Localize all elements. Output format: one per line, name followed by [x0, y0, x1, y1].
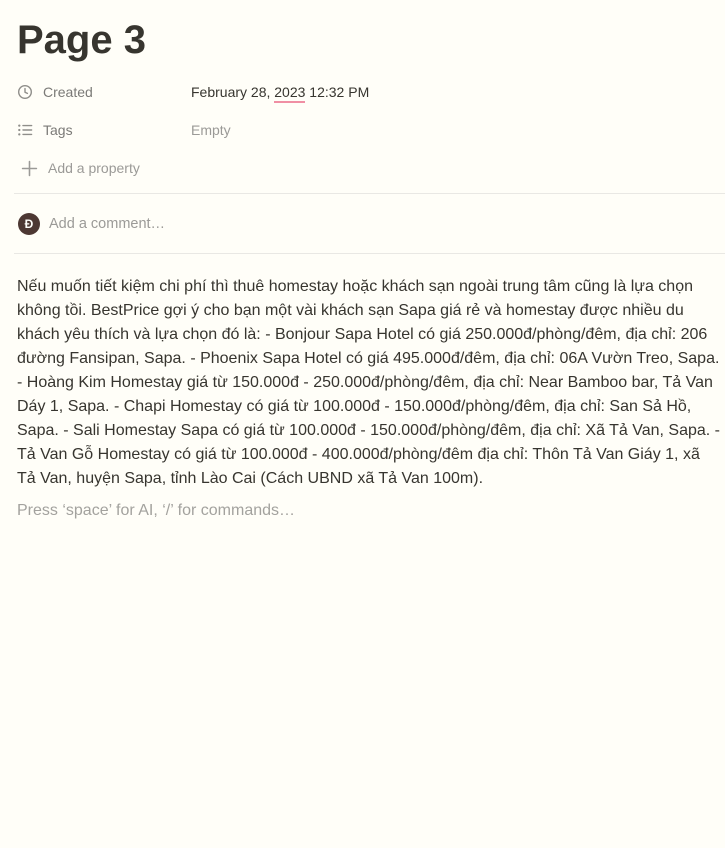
- comment-input-row[interactable]: [0, 194, 725, 253]
- property-value-created[interactable]: [191, 84, 369, 100]
- page-content: [0, 275, 725, 523]
- clock-icon: [17, 84, 33, 100]
- created-date-year: 2023: [274, 84, 305, 103]
- property-label-tags: Tags: [43, 122, 73, 138]
- created-date-suffix: 12:32 PM: [305, 84, 370, 100]
- property-label-created: Created: [43, 84, 93, 100]
- created-date-prefix: February 28,: [191, 84, 275, 100]
- property-key-created[interactable]: [17, 84, 191, 100]
- add-property-label: Add a property: [48, 160, 140, 176]
- bulleted-list-icon: [17, 122, 33, 138]
- property-key-tags[interactable]: [17, 122, 191, 138]
- notion-page: [0, 16, 725, 848]
- text-block[interactable]: Nếu muốn tiết kiệm chi phí thì thuê homestay hoặc khách sạn ngoài trung tâm cũng là lựa chọn không tồi. BestPrice gợi ý cho bạn một vài khách sạn Sapa giá rẻ và homestay được nhiều du khách yêu thích và lựa chọn đó là: - Bonjour Sapa Hotel có giá 250.000đ/phòng/đêm, địa chỉ: 206 đường Fansipan, Sapa. - Phoenix Sapa Hotel có giá 495.000đ/đêm, địa chỉ: 06A Vườn Treo, Sapa. - Hoàng Kim Homestay giá từ 150.000đ - 250.000đ/phòng/đêm, địa chỉ: Near Bamboo bar, Tả Van Dáy 1, Sapa. - Chapi Homestay có giá từ 100.000đ - 150.000đ/phòng/đêm, địa chỉ: San Sả Hồ, Sapa. - Sali Homestay Sapa có giá từ 100.000đ - 150.000đ/phòng/đêm, địa chỉ: Xã Tả Van, Sapa. - Tả Van Gỗ Homestay có giá từ 100.000đ - 400.000đ/phòng/đêm địa chỉ: Thôn Tả Van Giáy 1, xã Tả Van, huyện Sapa, tỉnh Lào Cai (Cách UBND xã Tả Van 100m).: [17, 278, 721, 487]
- divider: [14, 253, 725, 254]
- property-row-created: [0, 73, 725, 111]
- comment-input[interactable]: Add a comment…: [49, 215, 166, 232]
- plus-icon: [21, 160, 38, 177]
- avatar: Đ: [18, 213, 40, 235]
- page-title[interactable]: Page 3: [17, 18, 146, 62]
- add-property-button[interactable]: [0, 149, 725, 187]
- property-row-tags: [0, 111, 725, 149]
- empty-block-placeholder[interactable]: Press ‘space’ for AI, ‘/’ for commands…: [17, 502, 296, 519]
- property-value-tags[interactable]: Empty: [191, 122, 231, 138]
- properties-section: [0, 73, 725, 187]
